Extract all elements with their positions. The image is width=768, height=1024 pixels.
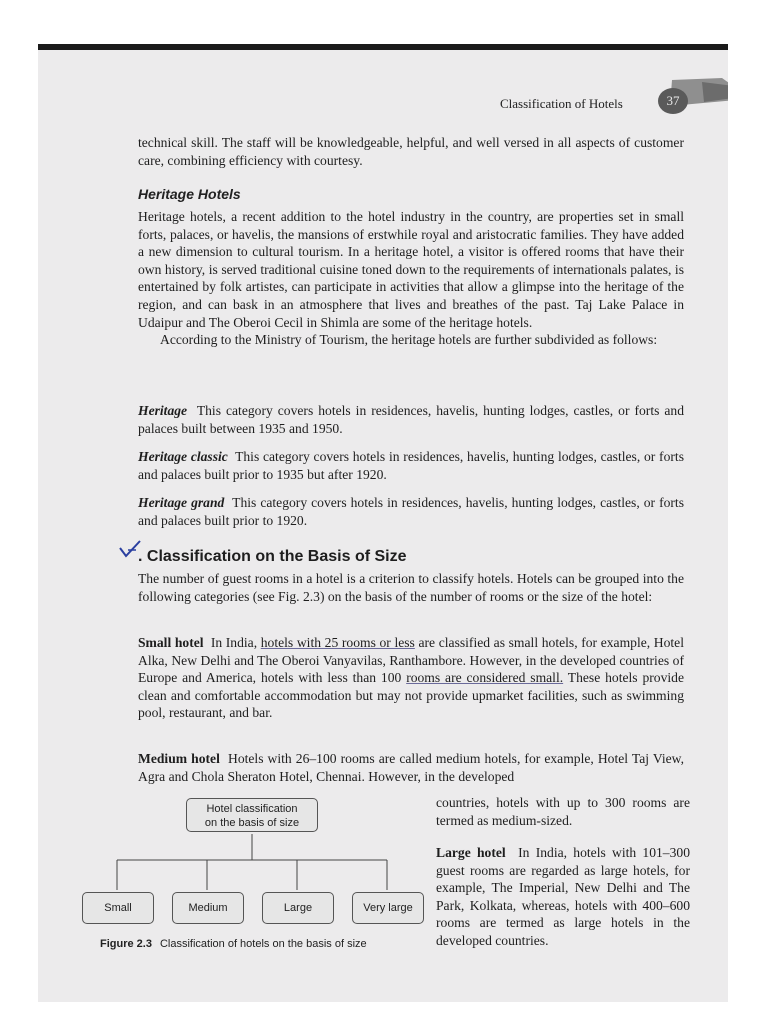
heritage-paragraph: Heritage hotels, a recent addition to the hotel industry in the country, are properties set in small forts, palaces, or havelis, the mansions of erstwhile royal and aristocratic families. They have added a new dimension to cultural tourism. In a heritage hotel, a visitor is offered rooms that have their own history, is served traditional cuisine toned down to the requirements of internationals palates, is entertained by folk artistes, can participate in activities that allow a glimpse into the heritage of the region, and can bask in an atmosphere that lives and breathes of the past. Taj Lake Palace in Udaipur and The Oberoi Cecil in Shimla are some of the heritage hotels. (138, 209, 684, 330)
heritage-classic-term: Heritage classic (138, 449, 228, 464)
heritage-body (138, 208, 684, 349)
size-section-heading: . Classification on the Basis of Size (138, 548, 407, 565)
heritage-subdivision-paragraph: According to the Ministry of Tourism, the heritage hotels are further subdivided as follows: (160, 332, 658, 348)
book-page (38, 50, 728, 1002)
heritage-heading: Heritage Hotels (138, 186, 241, 202)
small-hotel-text-3: These hotels provide clean and comfortable accommodation but may not provide upmarket facilities, such as swimming pool, restaurant, and bar. (138, 670, 684, 721)
heritage-item (138, 402, 684, 437)
intro-paragraph: technical skill. The staff will be knowledgeable, helpful, and well versed in all aspects of customer care, combining efficiency with courtesy. (138, 135, 684, 168)
medium-hotel-continued: countries, hotels with up to 300 rooms are termed as medium-sized. (436, 795, 690, 828)
heritage-grand-desc: This category covers hotels in residences, havelis, hunting lodges, castles, or forts and palaces built prior to 1920. (138, 495, 684, 528)
size-intro-paragraph: The number of guest rooms in a hotel is a criterion to classify hotels. Hotels can be grouped into the following categories (see Fig. 2.3) on the basis of the number of rooms or the size of the hotel: (138, 571, 684, 604)
diagram-node-medium: Medium (172, 892, 244, 924)
medium-hotel-paragraph (138, 750, 684, 785)
diagram-node-very-large: Very large (352, 892, 424, 924)
heritage-term: Heritage (138, 403, 188, 418)
heritage-classic-item (138, 448, 684, 483)
diagram-node-small: Small (82, 892, 154, 924)
running-title: Classification of Hotels (500, 96, 623, 111)
small-hotel-paragraph (138, 634, 684, 722)
small-hotel-underline-2: rooms are considered small. (406, 670, 564, 686)
heritage-classic-desc: This category covers hotels in residences, havelis, hunting lodges, castles, or forts and palaces built prior to 1935 but after 1920. (138, 449, 684, 482)
diagram-root-line-2: on the basis of size (204, 817, 300, 829)
small-hotel-text: In India, (210, 635, 261, 650)
heritage-grand-term: Heritage grand (138, 495, 225, 510)
large-hotel-paragraph (436, 844, 690, 950)
small-hotel-underline-1: hotels with 25 rooms or less (260, 635, 415, 650)
small-hotel-term: Small hotel (138, 635, 204, 650)
figure-caption (100, 938, 367, 950)
classification-diagram (82, 798, 422, 958)
large-hotel-term: Large hotel (436, 845, 506, 860)
medium-hotel-term: Medium hotel (138, 751, 220, 766)
small-hotel-text-2: are classified as small hotels, for example, Hotel Alka, New Delhi and The Oberoi Vanyavilas, Ranthambore. However, in the developed countries of Europe and America, hotels with less than 100 (138, 635, 684, 686)
figure-caption-text: Classification of hotels on the basis of size (159, 938, 367, 950)
diagram-root-line-1: Hotel classification (206, 803, 298, 815)
page-number: 37 (658, 88, 688, 114)
diagram-node-large: Large (262, 892, 334, 924)
heritage-desc: This category covers hotels in residences, havelis, hunting lodges, castles, or forts and palaces built between 1935 and 1950. (138, 403, 684, 436)
heritage-grand-item (138, 494, 684, 529)
large-hotel-text: In India, hotels with 101–300 guest rooms are regarded as large hotels, for example, The Imperial, New Delhi and The Park, Kolkata, whereas, hotels with 400–600 rooms are termed as large hotels in the developed countries. (436, 845, 690, 948)
figure-caption-label: Figure 2.3 (100, 938, 152, 950)
medium-hotel-text: Hotels with 26–100 rooms are called medium hotels, for example, Hotel Taj View, Agra and Chola Sheraton Hotel, Chennai. However, in the developed (138, 751, 685, 784)
diagram-root-node (186, 798, 318, 832)
